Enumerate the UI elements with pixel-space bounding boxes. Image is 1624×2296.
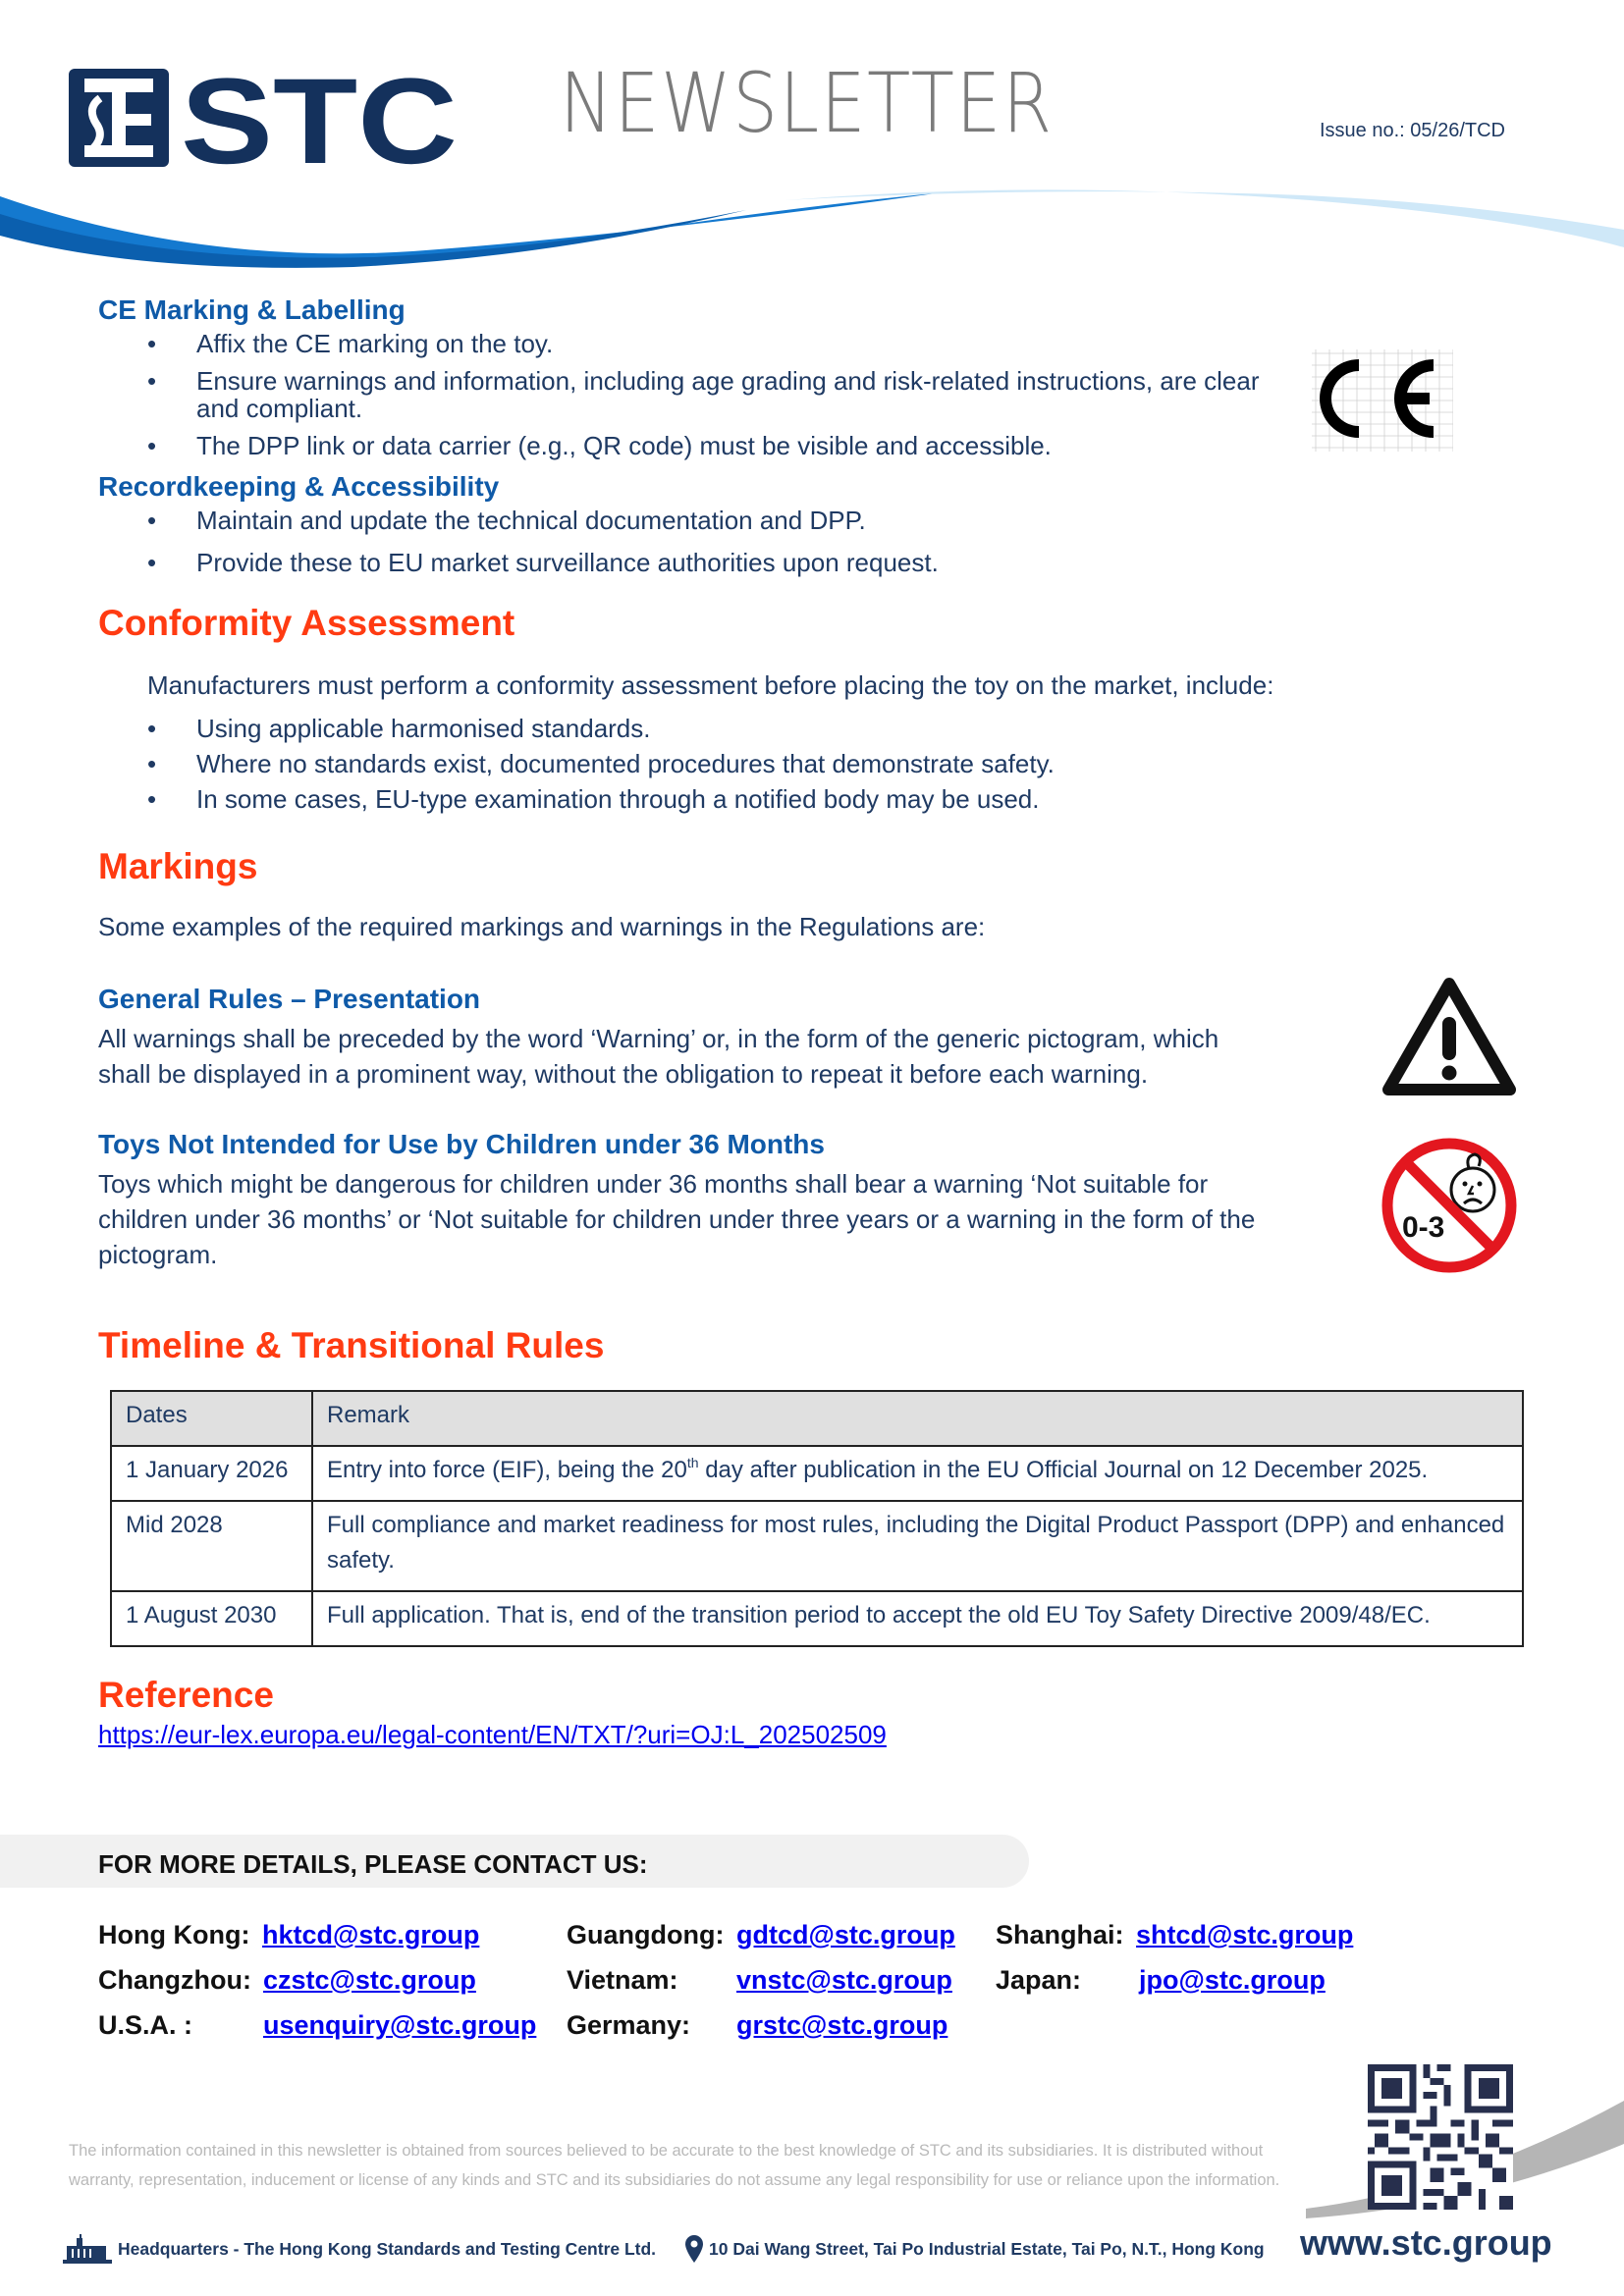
contact-email-guangdong[interactable]: gdtcd@stc.group (736, 1920, 955, 1949)
logo-text: STC (181, 65, 458, 171)
age-icon-label: 0-3 (1402, 1211, 1445, 1244)
table-header-row (111, 1391, 1523, 1446)
contact-title: FOR MORE DETAILS, PLEASE CONTACT US: (98, 1849, 648, 1879)
contact-email-vietnam[interactable]: vnstc@stc.group (736, 1965, 952, 1995)
date-cell: Mid 2028 (111, 1501, 312, 1591)
stc-logo (67, 65, 460, 171)
qr-code[interactable] (1368, 2064, 1513, 2210)
table-row (111, 1501, 1523, 1591)
headquarters-address: 10 Dai Wang Street, Tai Po Industrial Estate, Tai Po, N.T., Hong Kong (709, 2238, 1265, 2259)
newsletter-title: NEWSLETTER (560, 55, 1054, 151)
timeline-heading: Timeline & Transitional Rules (98, 1325, 605, 1365)
contact-label-shanghai: Shanghai: (996, 1920, 1124, 1949)
conformity-heading: Conformity Assessment (98, 603, 515, 643)
table-row (111, 1446, 1523, 1501)
table-row (111, 1591, 1523, 1646)
contact-email-usa[interactable]: usenquiry@stc.group (263, 2010, 537, 2040)
list-item: • Affix the CE marking on the toy. (147, 330, 1296, 357)
markings-intro: Some examples of the required markings and warnings in the Regulations are: (98, 912, 986, 941)
headquarters-line (63, 2234, 1265, 2264)
ordinal-suffix: th (686, 1455, 699, 1470)
timeline-table (110, 1390, 1524, 1647)
location-pin-icon (685, 2235, 703, 2263)
disclaimer-line-2: warranty, representation, inducement or license of any kinds and STC and its subsidiaries do not assume any legal responsibility for use or reliance upon the information. (69, 2171, 1280, 2189)
date-cell: 1 January 2026 (111, 1446, 312, 1501)
under-36-months-heading: Toys Not Intended for Use by Children under 36 Months (98, 1129, 825, 1159)
header-wave (0, 187, 1624, 285)
age-0-3-prohibition-icon (1380, 1137, 1518, 1274)
list-item: • Using applicable harmonised standards. (147, 715, 1055, 742)
date-cell: 1 August 2030 (111, 1591, 312, 1646)
remark-cell: Full application. That is, end of the transition period to accept the old EU Toy Safety Directive 2009/48/EC. (312, 1591, 1523, 1646)
general-rules-line-1: All warnings shall be preceded by the word ‘Warning’ or, in the form of the generic pictogram, which (98, 1024, 1219, 1053)
disclaimer (69, 2136, 1306, 2195)
remark-text: day after publication in the EU Official Journal on 12 December 2025. (698, 1457, 1429, 1483)
column-header-remark: Remark (312, 1391, 1523, 1446)
contact-email-changzhou[interactable]: czstc@stc.group (263, 1965, 476, 1995)
conformity-list (147, 715, 1055, 813)
contact-label-japan: Japan: (996, 1965, 1082, 1995)
ce-marking-heading: CE Marking & Labelling (98, 294, 406, 325)
list-item: • The DPP link or data carrier (e.g., QR code) must be visible and accessible. (147, 432, 1296, 459)
recordkeeping-heading: Recordkeeping & Accessibility (98, 471, 500, 502)
under-36-line-3: pictogram. (98, 1240, 218, 1269)
issue-number: Issue no.: 05/26/TCD (1320, 120, 1505, 141)
website-link[interactable]: www.stc.group (1300, 2222, 1552, 2263)
remark-cell: Full compliance and market readiness for most rules, including the Digital Product Passport (DPP) and enhanced safety. (312, 1501, 1523, 1591)
headquarters-name: Headquarters - The Hong Kong Standards and Testing Centre Ltd. (118, 2238, 657, 2259)
ce-marking-list (147, 330, 1296, 459)
column-header-dates: Dates (111, 1391, 312, 1446)
contact-label-vietnam: Vietnam: (567, 1965, 678, 1995)
remark-text: Entry into force (EIF), being the 20 (327, 1457, 687, 1483)
warning-triangle-icon (1380, 974, 1518, 1099)
list-item: • Provide these to EU market surveillance authorities upon request. (147, 549, 939, 576)
under-36-line-2: children under 36 months’ or ‘Not suitable for children under three years or a warning in the form of the (98, 1204, 1256, 1234)
contact-label-germany: Germany: (567, 2010, 691, 2040)
markings-heading: Markings (98, 846, 258, 886)
ce-mark-icon (1312, 344, 1453, 452)
building-icon (63, 2234, 112, 2264)
recordkeeping-list (147, 507, 939, 576)
contact-email-japan[interactable]: jpo@stc.group (1139, 1965, 1326, 1995)
reference-heading: Reference (98, 1675, 274, 1715)
contact-email-shanghai[interactable]: shtcd@stc.group (1136, 1920, 1354, 1949)
reference-link[interactable]: https://eur-lex.europa.eu/legal-content/EN/TXT/?uri=OJ:L_202502509 (98, 1720, 887, 1749)
contact-label-usa: U.S.A. : (98, 2010, 193, 2040)
remark-cell (312, 1446, 1523, 1501)
contact-email-germany[interactable]: grstc@stc.group (736, 2010, 948, 2040)
general-rules-line-2: shall be displayed in a prominent way, without the obligation to repeat it before each warning. (98, 1059, 1149, 1089)
list-item: • In some cases, EU-type examination through a notified body may be used. (147, 785, 1055, 813)
disclaimer-line-1: The information contained in this newsletter is obtained from sources believed to be accurate to the best knowledge of STC and its subsidiaries. It is distributed without (69, 2142, 1264, 2160)
contact-email-hong-kong[interactable]: hktcd@stc.group (262, 1920, 480, 1949)
general-rules-heading: General Rules – Presentation (98, 984, 481, 1014)
contact-label-hong-kong: Hong Kong: (98, 1920, 250, 1949)
contact-label-guangdong: Guangdong: (567, 1920, 725, 1949)
list-item: • Ensure warnings and information, including age grading and risk-related instructions, are clear and compliant. (147, 367, 1296, 422)
under-36-line-1: Toys which might be dangerous for children under 36 months shall bear a warning ‘Not suitable for (98, 1169, 1209, 1199)
contact-label-changzhou: Changzhou: (98, 1965, 251, 1995)
list-item: • Where no standards exist, documented procedures that demonstrate safety. (147, 750, 1055, 777)
conformity-intro: Manufacturers must perform a conformity assessment before placing the toy on the market, include: (147, 670, 1274, 700)
list-item: • Maintain and update the technical documentation and DPP. (147, 507, 939, 534)
